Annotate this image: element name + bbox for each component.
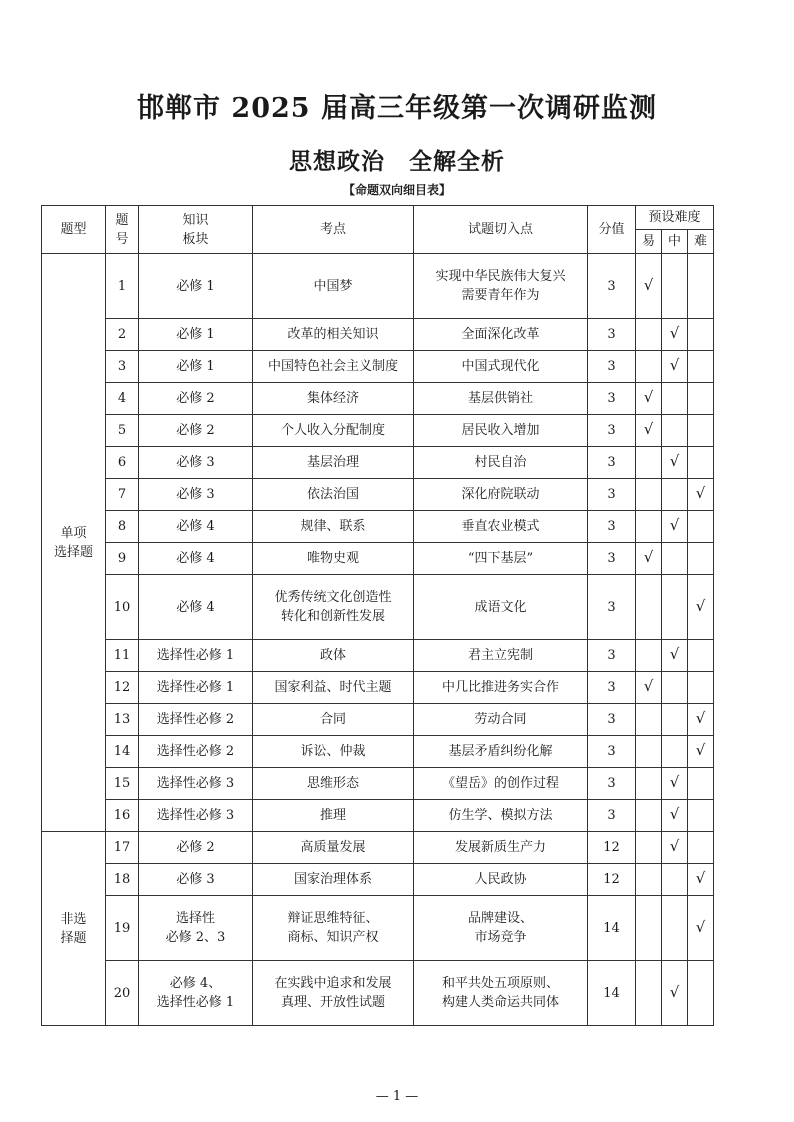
entry-point: 和平共处五项原则、 构建人类命运共同体 [414, 961, 588, 1026]
test-point: 辩证思维特征、 商标、知识产权 [253, 896, 414, 961]
test-point: 优秀传统文化创造性 转化和创新性发展 [253, 575, 414, 640]
header-medium: 中 [662, 230, 688, 254]
test-point: 合同 [253, 704, 414, 736]
check-mark-icon: √ [695, 917, 706, 936]
test-point: 个人收入分配制度 [253, 415, 414, 447]
test-point: 唯物史观 [253, 543, 414, 575]
medium-cell [662, 896, 688, 961]
hard-cell [688, 896, 714, 961]
score: 3 [588, 736, 636, 768]
easy-cell [636, 896, 662, 961]
check-mark-icon: √ [669, 982, 680, 1001]
hard-cell [688, 704, 714, 736]
easy-cell [636, 704, 662, 736]
question-number: 7 [106, 479, 139, 511]
check-mark-icon: √ [695, 869, 706, 887]
check-mark-icon: √ [695, 709, 706, 727]
easy-cell [636, 640, 662, 672]
knowledge-module: 选择性必修 2 [139, 736, 253, 768]
table-row [42, 351, 714, 383]
score: 14 [588, 961, 636, 1026]
document-subtitle: 思想政治 全解全析 [289, 148, 505, 175]
medium-cell [662, 672, 688, 704]
check-mark-icon: √ [643, 548, 654, 566]
score: 3 [588, 640, 636, 672]
score: 3 [588, 704, 636, 736]
score: 3 [588, 768, 636, 800]
table-row [42, 672, 714, 704]
medium-cell [662, 736, 688, 768]
group-label: 单项 选择题 [42, 254, 106, 832]
medium-cell [662, 575, 688, 640]
hard-cell [688, 961, 714, 1026]
table-row [42, 415, 714, 447]
check-mark-icon: √ [669, 773, 680, 791]
medium-cell [662, 319, 688, 351]
check-mark-icon: √ [695, 596, 706, 615]
header-module: 知识 板块 [139, 206, 253, 254]
hard-cell [688, 447, 714, 479]
question-number: 6 [106, 447, 139, 479]
entry-point: 发展新质生产力 [414, 832, 588, 864]
hard-cell [688, 351, 714, 383]
question-number: 9 [106, 543, 139, 575]
question-number: 2 [106, 319, 139, 351]
question-number: 1 [106, 254, 139, 319]
table-row [42, 640, 714, 672]
knowledge-module: 选择性必修 3 [139, 800, 253, 832]
header-difficulty: 预设难度 [636, 206, 714, 230]
score: 3 [588, 543, 636, 575]
easy-cell [636, 864, 662, 896]
medium-cell [662, 254, 688, 319]
question-number: 11 [106, 640, 139, 672]
test-point: 改革的相关知识 [253, 319, 414, 351]
table-row [42, 383, 714, 415]
group-label: 非选 择题 [42, 832, 106, 1026]
easy-cell [636, 351, 662, 383]
question-number: 14 [106, 736, 139, 768]
entry-point: 成语文化 [414, 575, 588, 640]
entry-point: 村民自治 [414, 447, 588, 479]
easy-cell [636, 383, 662, 415]
knowledge-module: 必修 2 [139, 415, 253, 447]
test-point: 集体经济 [253, 383, 414, 415]
easy-cell [636, 672, 662, 704]
score: 3 [588, 575, 636, 640]
score: 3 [588, 383, 636, 415]
entry-point: 基层供销社 [414, 383, 588, 415]
easy-cell [636, 800, 662, 832]
knowledge-module: 选择性必修 2 [139, 704, 253, 736]
score: 3 [588, 351, 636, 383]
entry-point: 垂直农业模式 [414, 511, 588, 543]
entry-point: 居民收入增加 [414, 415, 588, 447]
question-number: 17 [106, 832, 139, 864]
check-mark-icon: √ [643, 275, 654, 294]
medium-cell [662, 832, 688, 864]
knowledge-module: 必修 1 [139, 319, 253, 351]
entry-point: 劳动合同 [414, 704, 588, 736]
header-type: 题型 [42, 206, 106, 254]
medium-cell [662, 961, 688, 1026]
table-row [42, 575, 714, 640]
knowledge-module: 必修 4 [139, 575, 253, 640]
specification-table [41, 205, 714, 1026]
table-row [42, 319, 714, 351]
header-entry: 试题切入点 [414, 206, 588, 254]
test-point: 国家利益、时代主题 [253, 672, 414, 704]
score: 3 [588, 800, 636, 832]
medium-cell [662, 383, 688, 415]
knowledge-module: 必修 1 [139, 254, 253, 319]
knowledge-module: 必修 4 [139, 543, 253, 575]
check-mark-icon: √ [669, 805, 680, 823]
test-point: 在实践中追求和发展 真理、开放性试题 [253, 961, 414, 1026]
medium-cell [662, 800, 688, 832]
medium-cell [662, 415, 688, 447]
easy-cell [636, 736, 662, 768]
score: 3 [588, 672, 636, 704]
table-row [42, 543, 714, 575]
test-point: 基层治理 [253, 447, 414, 479]
table-row [42, 864, 714, 896]
document-title: 邯郸市 2025 届高三年级第一次调研监测 [137, 93, 657, 124]
hard-cell [688, 319, 714, 351]
medium-cell [662, 511, 688, 543]
hard-cell [688, 575, 714, 640]
score: 3 [588, 319, 636, 351]
easy-cell [636, 447, 662, 479]
question-number: 3 [106, 351, 139, 383]
test-point: 诉讼、仲裁 [253, 736, 414, 768]
question-number: 20 [106, 961, 139, 1026]
easy-cell [636, 575, 662, 640]
test-point: 中国特色社会主义制度 [253, 351, 414, 383]
check-mark-icon: √ [669, 645, 680, 663]
knowledge-module: 必修 3 [139, 447, 253, 479]
knowledge-module: 必修 4 [139, 511, 253, 543]
test-point: 依法治国 [253, 479, 414, 511]
medium-cell [662, 704, 688, 736]
knowledge-module: 必修 3 [139, 479, 253, 511]
test-point: 推理 [253, 800, 414, 832]
question-number: 12 [106, 672, 139, 704]
test-point: 思维形态 [253, 768, 414, 800]
check-mark-icon: √ [643, 388, 654, 406]
table-row [42, 896, 714, 961]
question-number: 10 [106, 575, 139, 640]
easy-cell [636, 254, 662, 319]
check-mark-icon: √ [669, 324, 680, 342]
entry-point: 仿生学、模拟方法 [414, 800, 588, 832]
table-row [42, 254, 714, 319]
hard-cell [688, 511, 714, 543]
easy-cell [636, 832, 662, 864]
test-point: 高质量发展 [253, 832, 414, 864]
hard-cell [688, 479, 714, 511]
score: 14 [588, 896, 636, 961]
check-mark-icon: √ [669, 452, 680, 470]
test-point: 国家治理体系 [253, 864, 414, 896]
entry-point: 深化府院联动 [414, 479, 588, 511]
check-mark-icon: √ [695, 741, 706, 759]
hard-cell [688, 415, 714, 447]
entry-point: 中几比推进务实合作 [414, 672, 588, 704]
table-row [42, 479, 714, 511]
table-row [42, 704, 714, 736]
test-point: 中国梦 [253, 254, 414, 319]
score: 12 [588, 864, 636, 896]
hard-cell [688, 383, 714, 415]
knowledge-module: 选择性必修 3 [139, 768, 253, 800]
knowledge-module: 必修 1 [139, 351, 253, 383]
check-mark-icon: √ [669, 356, 680, 374]
hard-cell [688, 832, 714, 864]
table-row [42, 800, 714, 832]
score: 3 [588, 254, 636, 319]
header-score: 分值 [588, 206, 636, 254]
entry-point: 君主立宪制 [414, 640, 588, 672]
entry-point: 品牌建设、 市场竞争 [414, 896, 588, 961]
easy-cell [636, 479, 662, 511]
header-number: 题 号 [106, 206, 139, 254]
score: 3 [588, 447, 636, 479]
hard-cell [688, 800, 714, 832]
hard-cell [688, 768, 714, 800]
knowledge-module: 必修 3 [139, 864, 253, 896]
hard-cell [688, 864, 714, 896]
score: 3 [588, 479, 636, 511]
medium-cell [662, 864, 688, 896]
hard-cell [688, 640, 714, 672]
entry-point: 实现中华民族伟大复兴 需要青年作为 [414, 254, 588, 319]
table-row [42, 447, 714, 479]
medium-cell [662, 447, 688, 479]
header-point: 考点 [253, 206, 414, 254]
entry-point: 基层矛盾纠纷化解 [414, 736, 588, 768]
easy-cell [636, 543, 662, 575]
page-number: — 1 — [375, 1089, 419, 1104]
knowledge-module: 选择性必修 1 [139, 672, 253, 704]
table-caption: 【命题双向细目表】 [342, 183, 451, 197]
question-number: 13 [106, 704, 139, 736]
hard-cell [688, 543, 714, 575]
test-point: 政体 [253, 640, 414, 672]
medium-cell [662, 640, 688, 672]
table-row [42, 832, 714, 864]
medium-cell [662, 351, 688, 383]
check-mark-icon: √ [643, 677, 654, 695]
table-row [42, 511, 714, 543]
question-number: 5 [106, 415, 139, 447]
test-point: 规律、联系 [253, 511, 414, 543]
hard-cell [688, 254, 714, 319]
entry-point: 全面深化改革 [414, 319, 588, 351]
medium-cell [662, 543, 688, 575]
check-mark-icon: √ [643, 420, 654, 438]
header-easy: 易 [636, 230, 662, 254]
question-number: 18 [106, 864, 139, 896]
question-number: 15 [106, 768, 139, 800]
table-row [42, 961, 714, 1026]
knowledge-module: 必修 2 [139, 383, 253, 415]
question-number: 16 [106, 800, 139, 832]
knowledge-module: 必修 2 [139, 832, 253, 864]
entry-point: 中国式现代化 [414, 351, 588, 383]
entry-point: “四下基层” [414, 543, 588, 575]
entry-point: 人民政协 [414, 864, 588, 896]
hard-cell [688, 672, 714, 704]
easy-cell [636, 319, 662, 351]
easy-cell [636, 415, 662, 447]
check-mark-icon: √ [695, 484, 706, 502]
easy-cell [636, 768, 662, 800]
hard-cell [688, 736, 714, 768]
question-number: 4 [106, 383, 139, 415]
easy-cell [636, 511, 662, 543]
easy-cell [636, 961, 662, 1026]
medium-cell [662, 768, 688, 800]
question-number: 8 [106, 511, 139, 543]
entry-point: 《望岳》的创作过程 [414, 768, 588, 800]
knowledge-module: 选择性 必修 2、3 [139, 896, 253, 961]
check-mark-icon: √ [669, 516, 680, 534]
knowledge-module: 选择性必修 1 [139, 640, 253, 672]
score: 3 [588, 415, 636, 447]
score: 3 [588, 511, 636, 543]
question-number: 19 [106, 896, 139, 961]
header-hard: 难 [688, 230, 714, 254]
knowledge-module: 必修 4、 选择性必修 1 [139, 961, 253, 1026]
table-row [42, 768, 714, 800]
medium-cell [662, 479, 688, 511]
check-mark-icon: √ [669, 837, 680, 855]
table-row [42, 736, 714, 768]
score: 12 [588, 832, 636, 864]
